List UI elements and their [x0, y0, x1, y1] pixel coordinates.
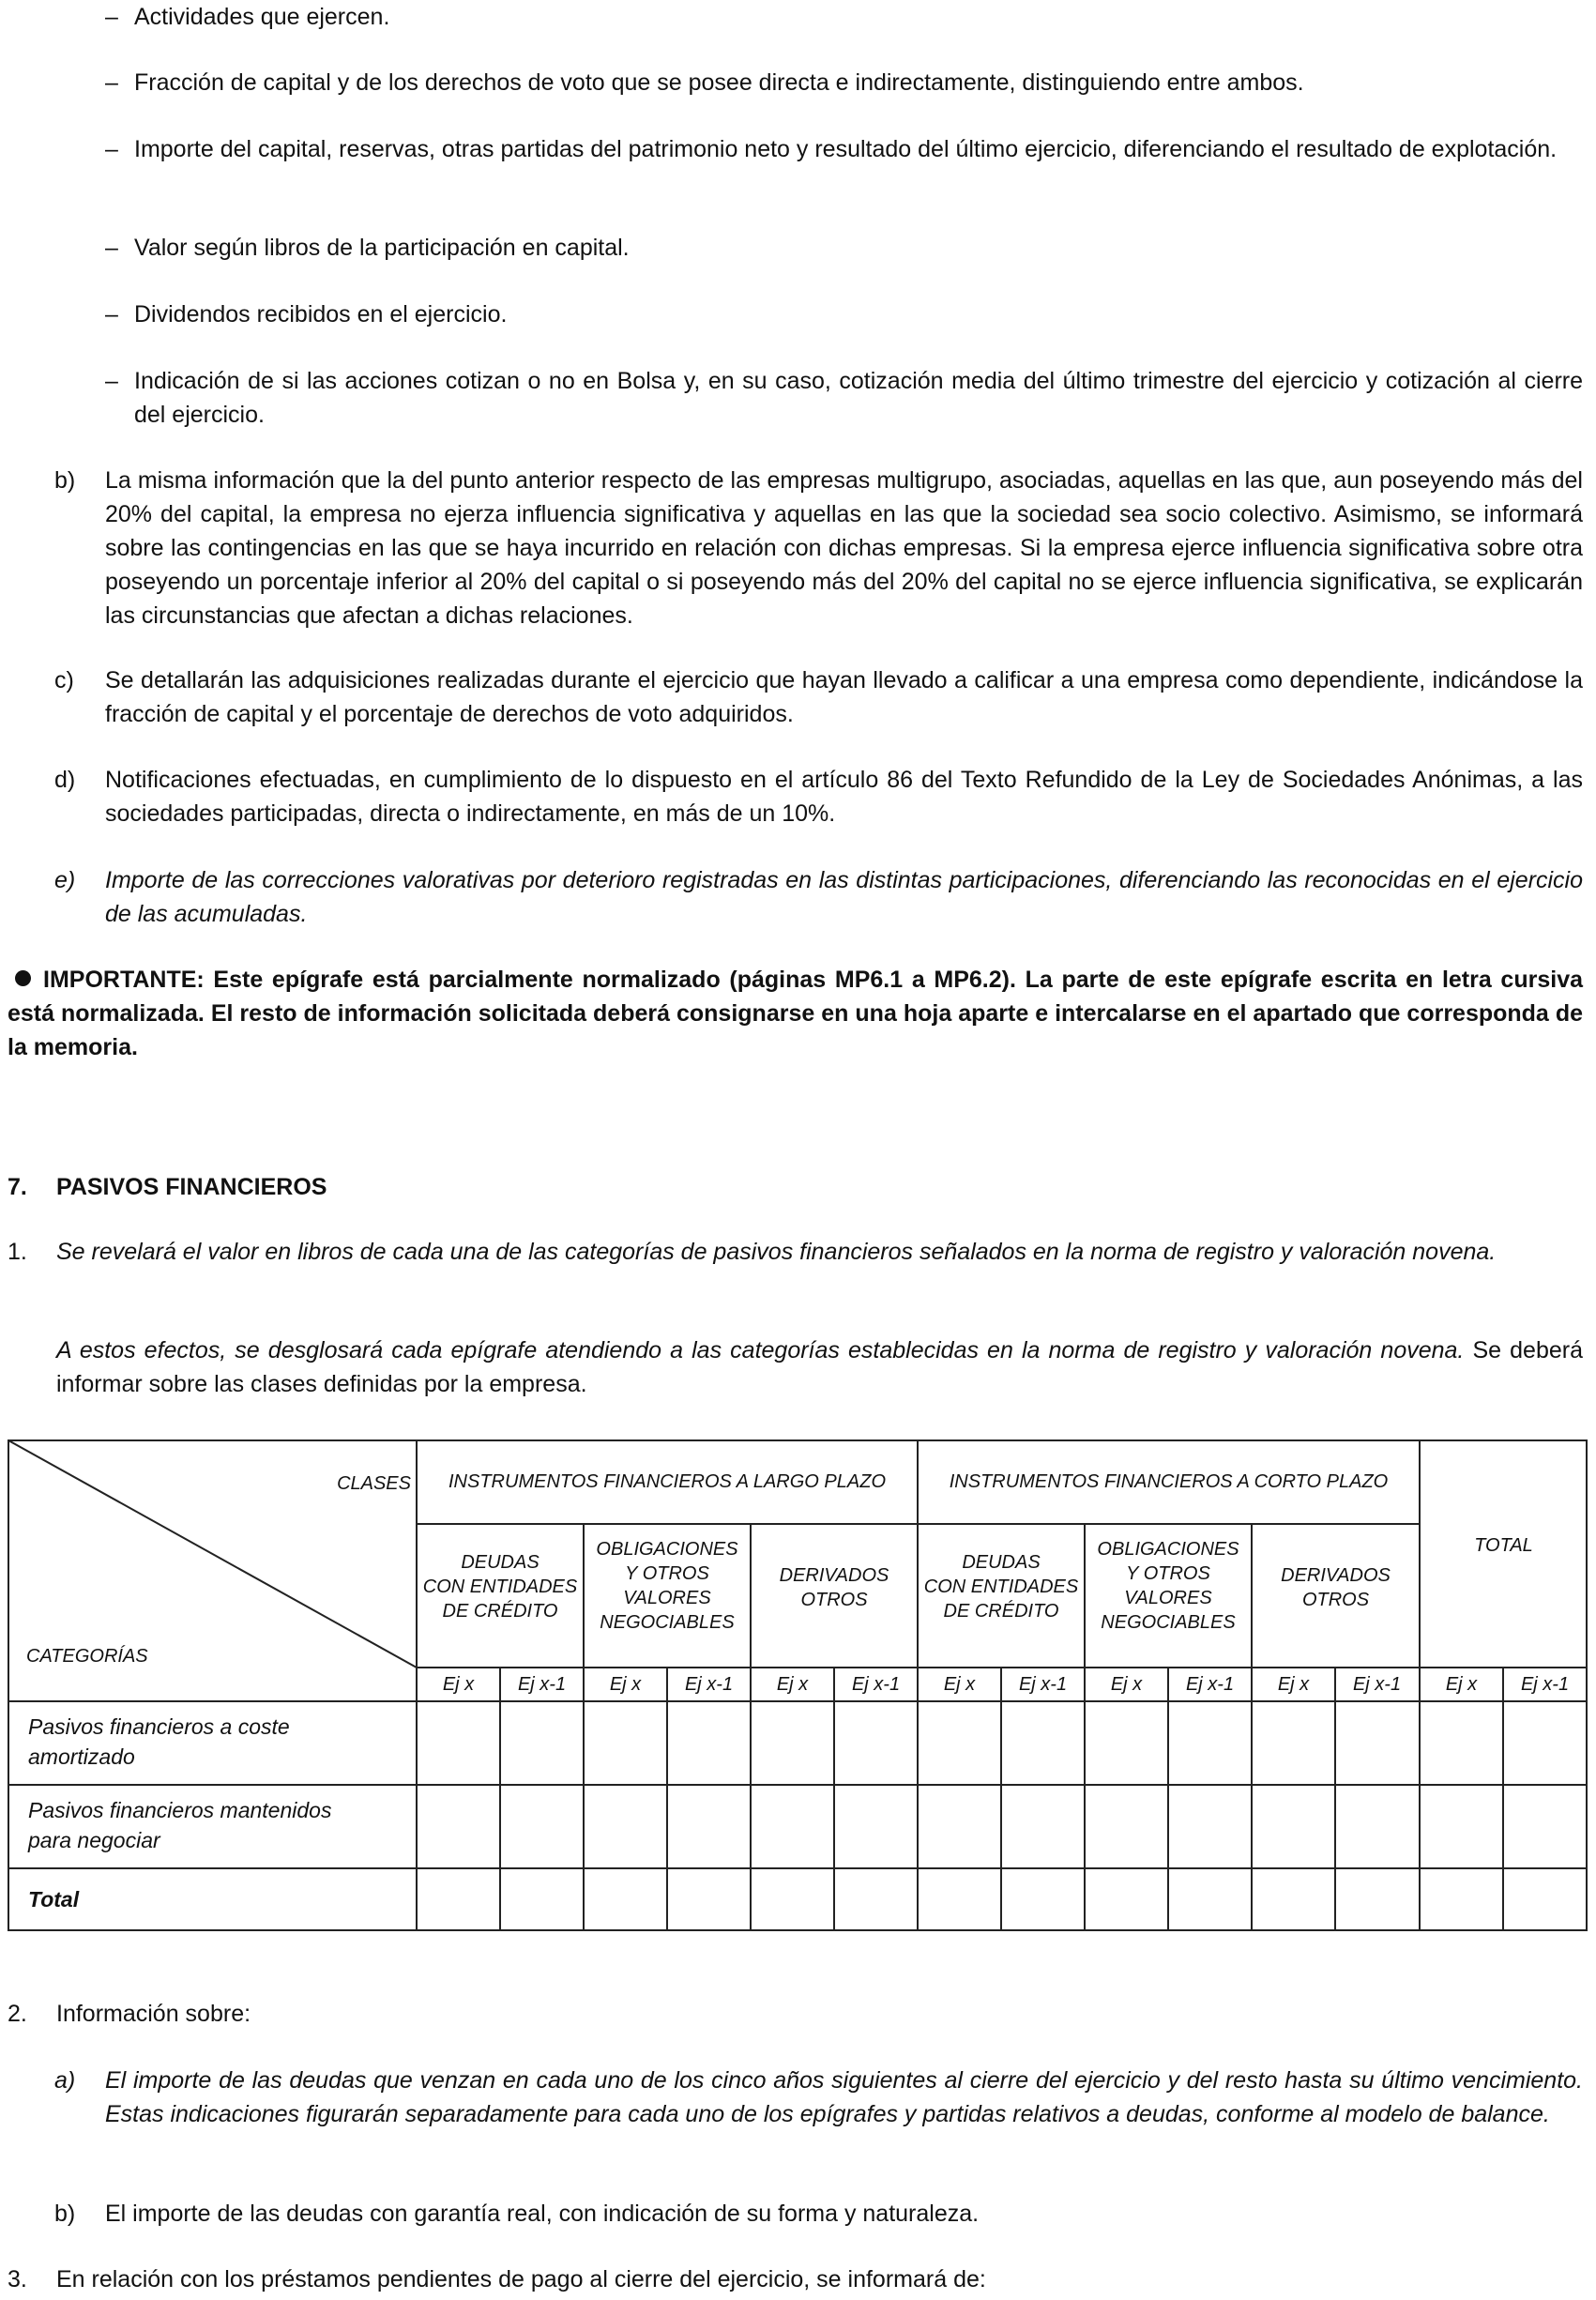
list-item-text: Indicación de si las acciones cotizan o no en Bolsa y, en su caso, cotización media del último trimestre del ejercicio y cotización al cierre del ejercicio. [134, 368, 1583, 428]
header-categorias: CATEGORÍAS [26, 1646, 148, 1667]
point-text: Información sobre: [56, 2001, 251, 2027]
item-text: Importe de las correcciones valorativas por deterioro registradas en las distintas participaciones, diferenciando las reconocidas en el ejercicio de las acumuladas. [105, 867, 1583, 927]
subheader-line: DEUDAS [962, 1552, 1041, 1573]
dash-marker: – [105, 368, 118, 394]
dash-marker: – [105, 301, 118, 327]
subheader-line: OBLIGACIONES [596, 1539, 738, 1560]
point-text: Se revelará el valor en libros de cada una de las categorías de pasivos financieros señalados en la norma de registro y valoración novena. [56, 1239, 1497, 1265]
point-text-italic: A estos efectos, se desglosará cada epígrafe atendiendo a las categorías establecidas en la norma de registro y valoración novena. [56, 1337, 1465, 1363]
item-2a [8, 2064, 1583, 2131]
row-label-line: para negociar [28, 1828, 160, 1852]
point-3 [8, 2262, 1583, 2296]
row-label-line: Pasivos financieros mantenidos [28, 1798, 332, 1822]
list-item [105, 297, 1583, 331]
point-label: 1. [8, 1239, 27, 1265]
year-label: Ej x-1 [1018, 1674, 1068, 1695]
year-label: Ej x-1 [851, 1674, 901, 1695]
header-long-term: INSTRUMENTOS FINANCIEROS A LARGO PLAZO [448, 1471, 886, 1492]
liabilities-table [8, 1439, 1588, 1931]
list-item [105, 132, 1583, 166]
row-label-line: Pasivos financieros a coste [28, 1714, 290, 1739]
subheader-line: VALORES [623, 1588, 711, 1608]
subheader-derivados [751, 1563, 918, 1612]
subheader-obligaciones [584, 1537, 751, 1635]
subheader-obligaciones [1085, 1537, 1252, 1635]
subheader-line: Y OTROS [625, 1563, 709, 1584]
year-label: Ej x [776, 1674, 809, 1695]
subheader-line: OTROS [1301, 1590, 1370, 1610]
subheader-line: DE CRÉDITO [442, 1601, 558, 1622]
dash-marker: – [105, 136, 118, 162]
subheader-line: DEUDAS [461, 1552, 540, 1573]
subheader-line: CON ENTIDADES [923, 1576, 1079, 1597]
year-label: Ej x-1 [684, 1674, 734, 1695]
subheader-line: VALORES [1124, 1588, 1212, 1608]
table-row-label [28, 1712, 290, 1772]
item-text: El importe de las deudas que venzan en cada uno de los cinco años siguientes al cierre del ejercicio y del resto hasta su último vencimiento. Estas indicaciones figurarán separadamente para cada uno de los epígrafes y partidas relativos a deudas, conforme al modelo de balance. [105, 2067, 1583, 2127]
item-text: Se detallarán las adquisiciones realizadas durante el ejercicio que hayan llevado a calificar a una empresa como dependiente, indicándose la fracción de capital y el porcentaje de derechos de voto adquiridos. [105, 667, 1583, 727]
year-label: Ej x-1 [1352, 1674, 1402, 1695]
subheader-line: CON ENTIDADES [422, 1576, 578, 1597]
dash-marker: – [105, 4, 118, 30]
list-item [105, 364, 1583, 432]
subheader-derivados [1252, 1563, 1420, 1612]
subheader-line: OBLIGACIONES [1097, 1539, 1239, 1560]
section-number: 7. [8, 1174, 27, 1200]
header-clases: CLASES [337, 1473, 411, 1494]
important-note-text: IMPORTANTE: Este epígrafe está parcialmente normalizado (páginas MP6.1 a MP6.2). La parte de este epígrafe escrita en letra cursiva está normalizada. El resto de información solicitada deberá consignarse en una hoja aparte e intercalarse en el apartado que corresponda de la memoria. [8, 967, 1583, 1060]
list-item [105, 231, 1583, 265]
point-label: 2. [8, 2001, 27, 2027]
year-label: Ej x [1277, 1674, 1310, 1695]
item-d [8, 763, 1583, 830]
subheader-line: DERIVADOS [779, 1565, 889, 1586]
list-item-text: Fracción de capital y de los derechos de voto que se posee directa e indirectamente, distinguiendo entre ambos. [134, 69, 1304, 96]
item-text: El importe de las deudas con garantía real, con indicación de su forma y naturaleza. [105, 2201, 980, 2227]
item-text: La misma información que la del punto anterior respecto de las empresas multigrupo, asociadas, aquellas en las que, aun poseyendo más del 20% del capital, la empresa no ejerza influencia significativa y aquellas en las que la sociedad sea socio colectivo. Asimismo, se informará sobre las contingencias en las que se haya incurrido en relación con dichas empresas. Si la empresa ejerce influencia significativa sobre otra poseyendo un porcentaje inferior al 20% del capital o si poseyendo más del 20% del capital no se ejerce influencia significativa, se explicarán las circunstancias que afectan a dichas relaciones. [105, 467, 1583, 629]
section-title: PASIVOS FINANCIEROS [56, 1174, 327, 1200]
subheader-deudas [918, 1550, 1085, 1623]
subheader-line: DE CRÉDITO [943, 1601, 1059, 1622]
year-label: Ej x [943, 1674, 976, 1695]
list-item [105, 0, 1583, 34]
list-item-text: Dividendos recibidos en el ejercicio. [134, 301, 508, 327]
subheader-deudas [417, 1550, 584, 1623]
year-label: Ej x-1 [1185, 1674, 1235, 1695]
item-label: a) [54, 2067, 76, 2094]
year-label: Ej x [609, 1674, 642, 1695]
subheader-line: NEGOCIABLES [1101, 1612, 1236, 1633]
important-note [8, 963, 1583, 1064]
point-text: En relación con los préstamos pendientes de pago al cierre del ejercicio, se informará de: [56, 2266, 986, 2292]
item-label: d) [54, 767, 76, 793]
subheader-line: DERIVADOS [1281, 1565, 1391, 1586]
item-e [8, 863, 1583, 931]
point-text-plain: Se deberá informar sobre las clases definidas por la empresa. [56, 1337, 1583, 1397]
year-label: Ej x [1110, 1674, 1143, 1695]
point-2 [8, 1997, 1583, 2031]
subheader-line: NEGOCIABLES [600, 1612, 735, 1633]
list-item-text: Importe del capital, reservas, otras partidas del patrimonio neto y resultado del último ejercicio, diferenciando el resultado de explotación. [134, 136, 1558, 162]
list-item-text: Actividades que ejercen. [134, 4, 390, 30]
item-label: c) [54, 667, 74, 693]
item-2b [8, 2197, 1583, 2231]
year-label: Ej x-1 [1520, 1674, 1570, 1695]
item-label: b) [54, 467, 76, 494]
year-label: Ej x [442, 1674, 475, 1695]
item-c [8, 663, 1583, 731]
year-label: Ej x [1445, 1674, 1478, 1695]
dash-marker: – [105, 69, 118, 96]
item-text: Notificaciones efectuadas, en cumplimiento de lo dispuesto en el artículo 86 del Texto Refundido de la Ley de Sociedades Anónimas, a las sociedades participadas, directa o indirectamente, en más de un 10%. [105, 767, 1583, 827]
year-label: Ej x-1 [517, 1674, 567, 1695]
table-row-label [28, 1795, 331, 1855]
row-label-line: amortizado [28, 1744, 135, 1769]
item-label: b) [54, 2201, 76, 2227]
subheader-line: OTROS [800, 1590, 868, 1610]
list-item-text: Valor según libros de la participación en capital. [134, 235, 630, 261]
header-total: TOTAL [1474, 1535, 1533, 1556]
item-label: e) [54, 867, 76, 893]
point-1 [8, 1235, 1583, 1269]
header-short-term: INSTRUMENTOS FINANCIEROS A CORTO PLAZO [949, 1471, 1389, 1492]
item-b [8, 464, 1583, 632]
dash-marker: – [105, 235, 118, 261]
point-1-paragraph [8, 1333, 1583, 1401]
table-total-label: Total [28, 1887, 80, 1912]
point-label: 3. [8, 2266, 27, 2292]
list-item [105, 66, 1583, 99]
subheader-line: Y OTROS [1126, 1563, 1210, 1584]
bullet-icon [15, 970, 31, 986]
